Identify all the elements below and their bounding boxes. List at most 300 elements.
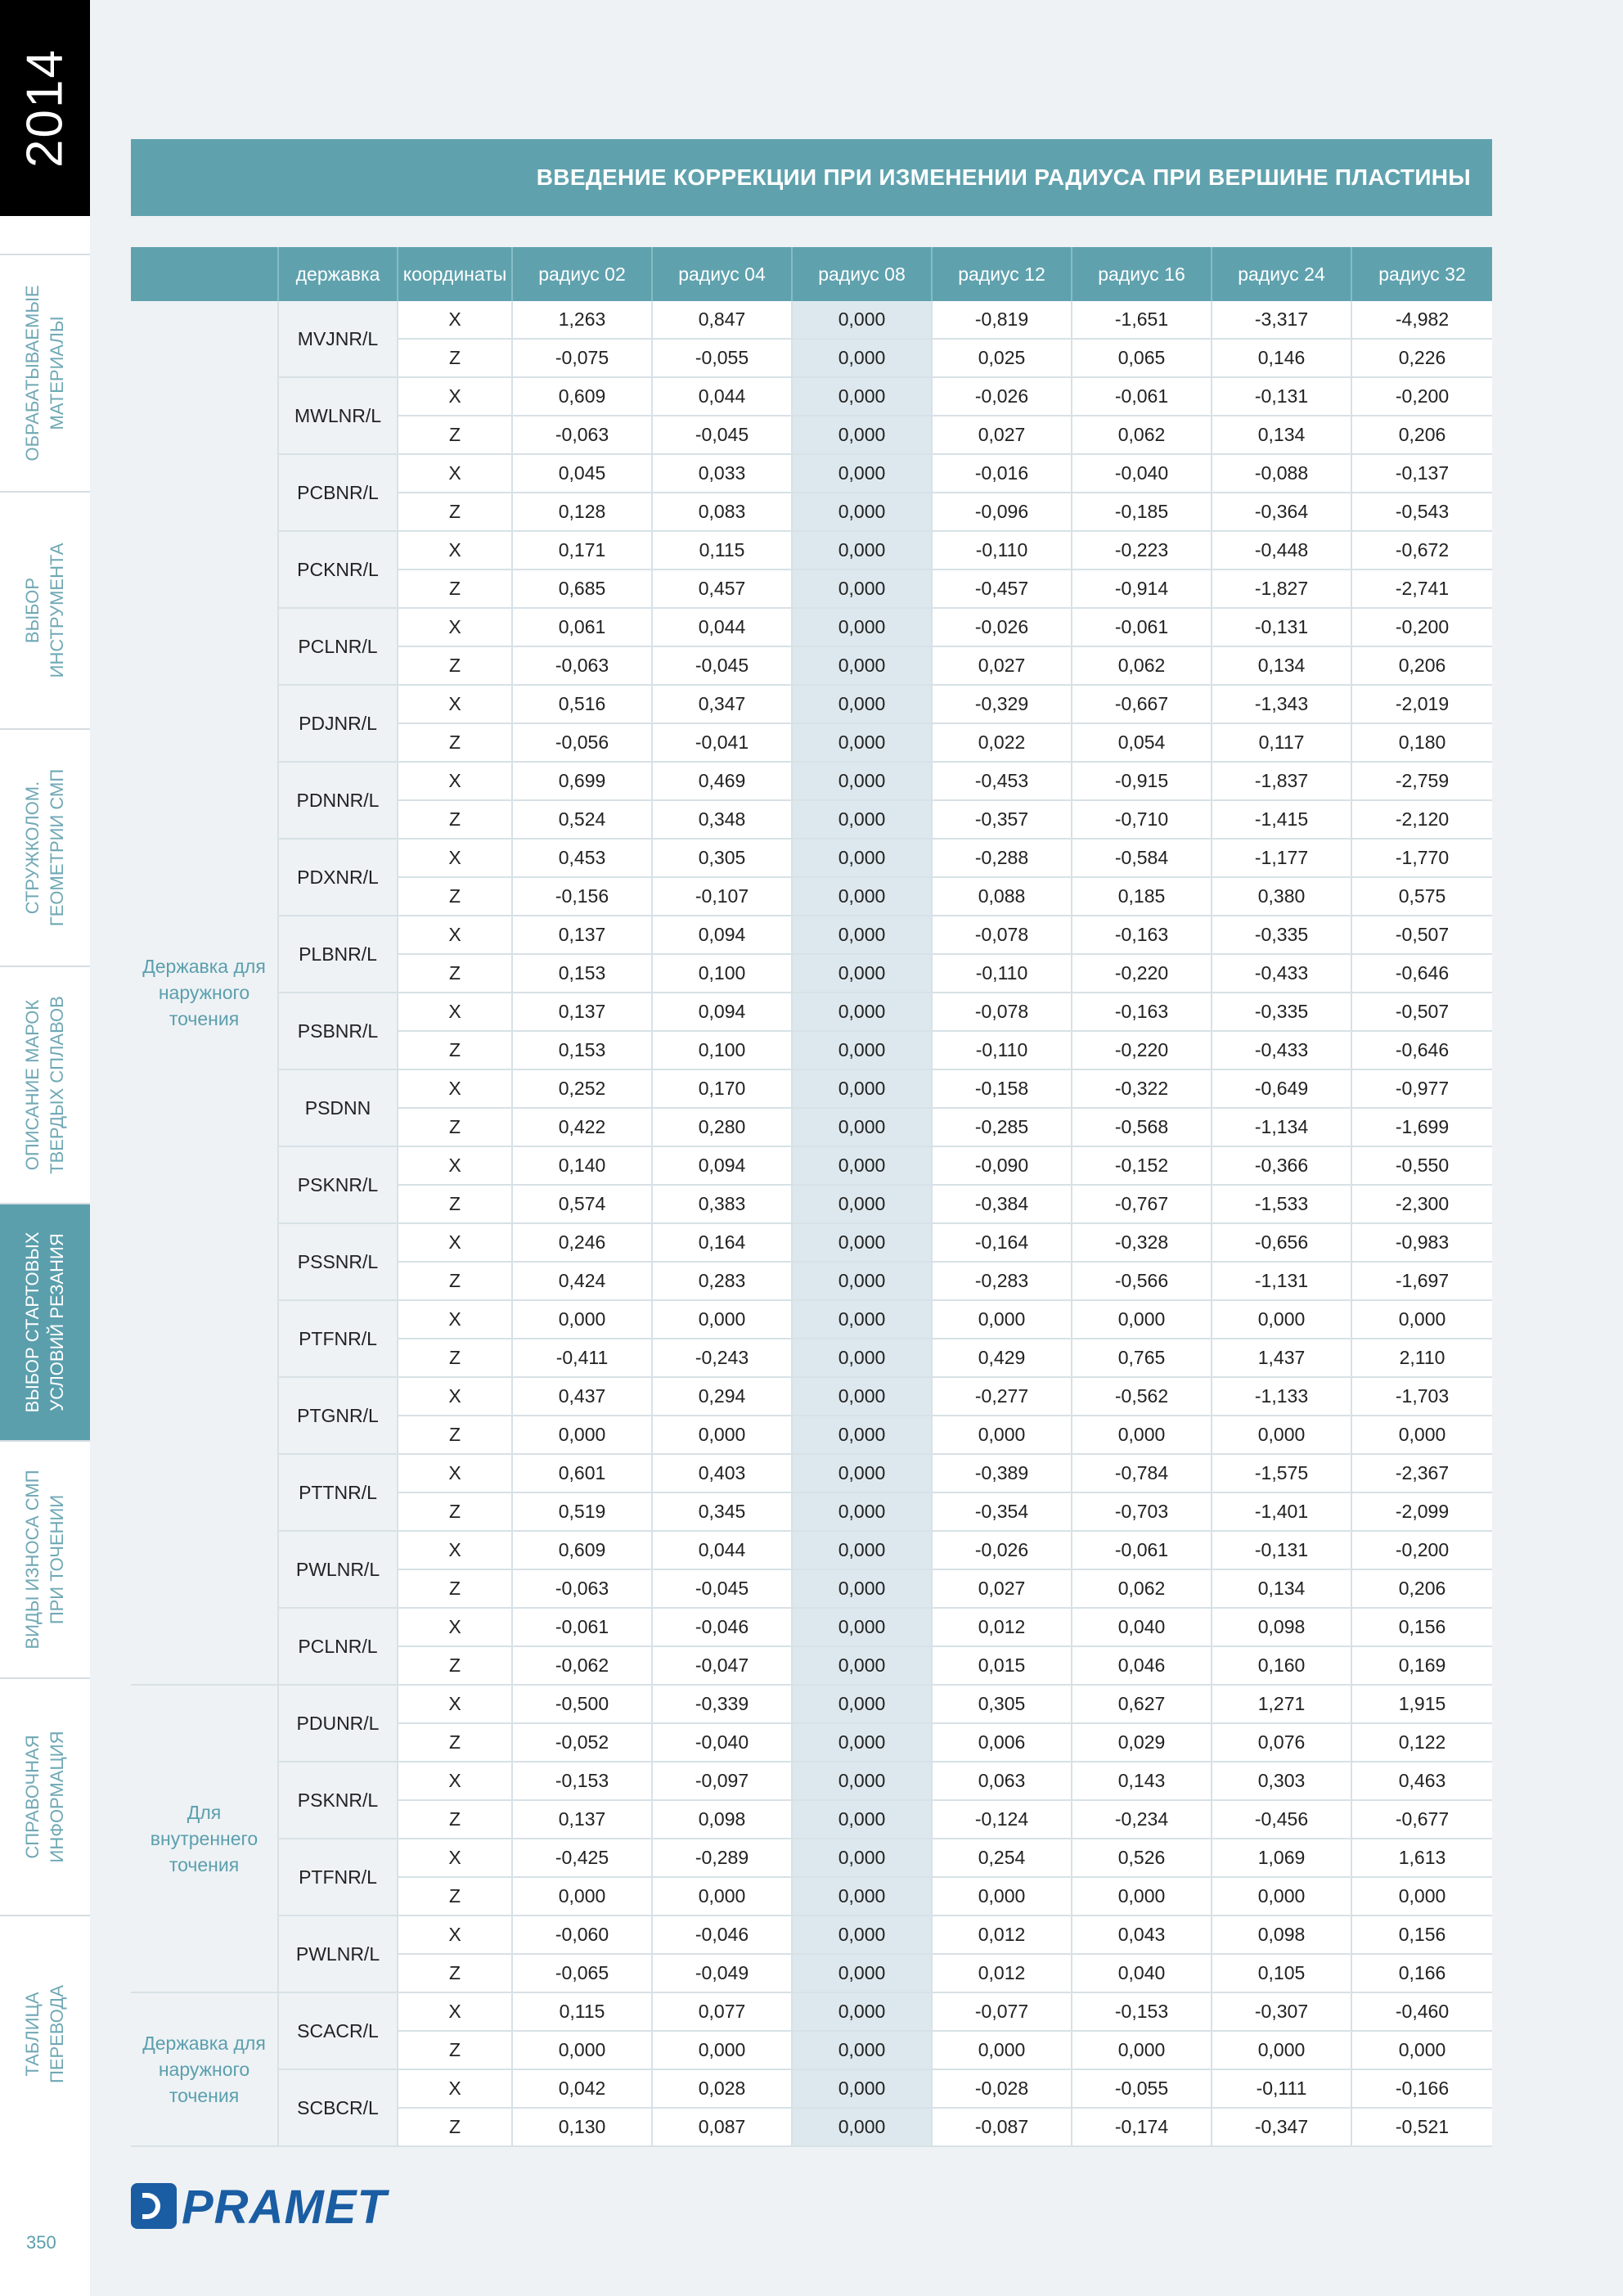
value-cell: 0,065 [1072, 339, 1212, 377]
holder-name: PWLNR/L [278, 1531, 398, 1608]
value-cell: 0,699 [512, 762, 652, 800]
value-cell: -0,046 [652, 1608, 792, 1646]
value-cell: -0,448 [1212, 531, 1351, 569]
holder-name: PSSNR/L [278, 1223, 398, 1300]
value-cell: 0,100 [652, 954, 792, 993]
value-cell: 0,000 [792, 608, 932, 646]
value-cell: 0,044 [652, 608, 792, 646]
value-cell: 1,069 [1212, 1839, 1351, 1877]
value-cell: -2,120 [1351, 800, 1492, 839]
nav-item-label: ОПИСАНИЕ МАРОК ТВЕРДЫХ СПЛАВОВ [22, 996, 67, 1174]
value-cell: -0,047 [652, 1646, 792, 1685]
coordinate-cell: X [398, 454, 512, 493]
column-header: радиус 04 [652, 247, 792, 301]
coordinate-cell: X [398, 1146, 512, 1185]
value-cell: -0,185 [1072, 493, 1212, 531]
value-cell: -0,028 [932, 2069, 1072, 2108]
value-cell: -0,158 [932, 1069, 1072, 1108]
holder-name: PDJNR/L [278, 685, 398, 762]
value-cell: 0,380 [1212, 877, 1351, 916]
coordinate-cell: Z [398, 646, 512, 685]
value-cell: 0,000 [792, 1300, 932, 1339]
value-cell: 0,524 [512, 800, 652, 839]
value-cell: -0,063 [512, 1569, 652, 1608]
column-header: державка [278, 247, 398, 301]
value-cell: -0,347 [1212, 2108, 1351, 2146]
table-row [131, 2069, 1492, 2108]
coordinate-cell: Z [398, 416, 512, 454]
value-cell: 0,469 [652, 762, 792, 800]
value-cell: 0,000 [792, 2108, 932, 2146]
coordinate-cell: Z [398, 493, 512, 531]
value-cell: -0,220 [1072, 954, 1212, 993]
value-cell: -0,077 [932, 1992, 1072, 2031]
table-row [131, 1377, 1492, 1416]
value-cell: -0,110 [932, 1031, 1072, 1069]
value-cell: -0,819 [932, 301, 1072, 339]
value-cell: 0,601 [512, 1454, 652, 1492]
coordinate-cell: X [398, 608, 512, 646]
value-cell: -0,065 [512, 1954, 652, 1992]
value-cell: -0,107 [652, 877, 792, 916]
table-row [131, 454, 1492, 493]
value-cell: -0,283 [932, 1262, 1072, 1300]
value-cell: -0,061 [1072, 1531, 1212, 1569]
value-cell: -2,759 [1351, 762, 1492, 800]
column-header [131, 247, 278, 301]
value-cell: -0,063 [512, 416, 652, 454]
value-cell: -1,699 [1351, 1108, 1492, 1146]
value-cell: -1,134 [1212, 1108, 1351, 1146]
value-cell: -0,040 [652, 1723, 792, 1762]
value-cell: 0,000 [792, 762, 932, 800]
value-cell: 0,062 [1072, 416, 1212, 454]
value-cell: -0,166 [1351, 2069, 1492, 2108]
value-cell: 0,575 [1351, 877, 1492, 916]
value-cell: -0,357 [932, 800, 1072, 839]
value-cell: -0,174 [1072, 2108, 1212, 2146]
value-cell: 0,117 [1212, 723, 1351, 762]
value-cell: 0,000 [792, 2069, 932, 2108]
table-row [131, 1608, 1492, 1646]
value-cell: -0,026 [932, 608, 1072, 646]
value-cell: 1,263 [512, 301, 652, 339]
value-cell: -1,837 [1212, 762, 1351, 800]
value-cell: 0,000 [932, 1877, 1072, 1916]
value-cell: 0,083 [652, 493, 792, 531]
value-cell: 0,000 [792, 1954, 932, 1992]
value-cell: -0,289 [652, 1839, 792, 1877]
value-cell: 0,303 [1212, 1762, 1351, 1800]
value-cell: 0,383 [652, 1185, 792, 1223]
value-cell: 0,000 [512, 1877, 652, 1916]
holder-name: PLBNR/L [278, 916, 398, 993]
coordinate-cell: X [398, 377, 512, 416]
value-cell: -1,415 [1212, 800, 1351, 839]
value-cell: -0,163 [1072, 993, 1212, 1031]
value-cell: 0,088 [932, 877, 1072, 916]
coordinate-cell: X [398, 1300, 512, 1339]
table-row [131, 762, 1492, 800]
value-cell: -0,026 [932, 1531, 1072, 1569]
value-cell: -0,164 [932, 1223, 1072, 1262]
value-cell: 0,000 [792, 1800, 932, 1839]
holder-name: MVJNR/L [278, 301, 398, 377]
value-cell: 0,000 [792, 1839, 932, 1877]
holder-name: PSKNR/L [278, 1762, 398, 1839]
value-cell: 1,915 [1351, 1685, 1492, 1723]
value-cell: -0,062 [512, 1646, 652, 1685]
column-header: координаты [398, 247, 512, 301]
value-cell: -0,521 [1351, 2108, 1492, 2146]
coordinate-cell: X [398, 839, 512, 877]
value-cell: -0,703 [1072, 1492, 1212, 1531]
holder-name: MWLNR/L [278, 377, 398, 454]
value-cell: 0,044 [652, 377, 792, 416]
group-label: Державка для наружного точения [131, 1992, 278, 2146]
sidebar [0, 0, 90, 2296]
value-cell: -2,741 [1351, 569, 1492, 608]
value-cell: -0,646 [1351, 1031, 1492, 1069]
value-cell: 0,000 [792, 1569, 932, 1608]
value-cell: 0,033 [652, 454, 792, 493]
value-cell: 0,040 [1072, 1954, 1212, 1992]
holder-name: PSKNR/L [278, 1146, 398, 1223]
value-cell: -0,364 [1212, 493, 1351, 531]
year-label: 2014 [16, 48, 74, 168]
title-bar [131, 139, 1492, 216]
holder-name: SCBCR/L [278, 2069, 398, 2146]
value-cell: 0,000 [1212, 1877, 1351, 1916]
value-cell: 0,609 [512, 377, 652, 416]
value-cell: -0,223 [1072, 531, 1212, 569]
value-cell: -0,656 [1212, 1223, 1351, 1262]
value-cell: -0,767 [1072, 1185, 1212, 1223]
value-cell: 0,098 [1212, 1916, 1351, 1954]
value-cell: 0,143 [1072, 1762, 1212, 1800]
value-cell: -0,137 [1351, 454, 1492, 493]
nav-item-materials[interactable] [0, 254, 90, 491]
table-header [131, 247, 1492, 301]
group-label: Державка для наружного точения [131, 301, 278, 1685]
value-cell: -0,200 [1351, 608, 1492, 646]
value-cell: 0,100 [652, 1031, 792, 1069]
value-cell: 0,000 [792, 1377, 932, 1416]
value-cell: 0,042 [512, 2069, 652, 2108]
nav-item-chipbreakers[interactable] [0, 728, 90, 966]
value-cell: 0,000 [792, 493, 932, 531]
value-cell: -0,041 [652, 723, 792, 762]
value-cell: -0,335 [1212, 993, 1351, 1031]
value-cell: 0,012 [932, 1916, 1072, 1954]
value-cell: -3,317 [1212, 301, 1351, 339]
table-row [131, 1223, 1492, 1262]
value-cell: -0,507 [1351, 916, 1492, 954]
nav-item-label: СТРУЖКОЛОМ. ГЕОМЕТРИИ СМП [22, 768, 67, 927]
correction-table [131, 247, 1492, 2147]
value-cell: 0,000 [792, 800, 932, 839]
value-cell: 0,526 [1072, 1839, 1212, 1877]
value-cell: 0,087 [652, 2108, 792, 2146]
table-row [131, 1916, 1492, 1954]
value-cell: 0,348 [652, 800, 792, 839]
holder-name: PDUNR/L [278, 1685, 398, 1762]
value-cell: -0,056 [512, 723, 652, 762]
value-cell: 0,206 [1351, 1569, 1492, 1608]
year-badge [0, 0, 90, 216]
value-cell: -0,667 [1072, 685, 1212, 723]
value-cell: 0,000 [792, 1454, 932, 1492]
value-cell: 0,000 [792, 1262, 932, 1300]
value-cell: -0,710 [1072, 800, 1212, 839]
nav-item-grades[interactable] [0, 966, 90, 1203]
value-cell: 0,429 [932, 1339, 1072, 1377]
value-cell: 0,000 [652, 2031, 792, 2069]
value-cell: -1,131 [1212, 1262, 1351, 1300]
coordinate-cell: Z [398, 1262, 512, 1300]
value-cell: -0,983 [1351, 1223, 1492, 1262]
table-row [131, 1146, 1492, 1185]
coordinate-cell: Z [398, 1723, 512, 1762]
coordinate-cell: X [398, 301, 512, 339]
coordinate-cell: X [398, 1454, 512, 1492]
value-cell: 0,000 [792, 416, 932, 454]
value-cell: 0,000 [1212, 1300, 1351, 1339]
value-cell: 0,519 [512, 1492, 652, 1531]
value-cell: 0,000 [1072, 2031, 1212, 2069]
holder-name: PTFNR/L [278, 1839, 398, 1916]
value-cell: -0,016 [932, 454, 1072, 493]
value-cell: -0,384 [932, 1185, 1072, 1223]
value-cell: -0,389 [932, 1454, 1072, 1492]
value-cell: -0,366 [1212, 1146, 1351, 1185]
column-header: радиус 02 [512, 247, 652, 301]
table-row [131, 916, 1492, 954]
coordinate-cell: X [398, 1839, 512, 1877]
coordinate-cell: Z [398, 1185, 512, 1223]
coordinate-cell: Z [398, 1416, 512, 1454]
nav-item-label: ОБРАБАТЫВАЕМЫЕ МАТЕРИАЛЫ [22, 285, 67, 461]
value-cell: 0,246 [512, 1223, 652, 1262]
value-cell: -0,460 [1351, 1992, 1492, 2031]
pramet-logo-text: PRAMET [182, 2181, 387, 2234]
nav-item-label: ТАБЛИЦА ПЕРЕВОДА [22, 1985, 67, 2083]
value-cell: -0,078 [932, 993, 1072, 1031]
coordinate-cell: X [398, 1992, 512, 2031]
holder-name: PTFNR/L [278, 1300, 398, 1377]
group-label: Для внутреннего точения [131, 1685, 278, 1992]
value-cell: -0,026 [932, 377, 1072, 416]
value-cell: -0,153 [512, 1762, 652, 1800]
value-cell: -0,307 [1212, 1992, 1351, 2031]
value-cell: 0,457 [652, 569, 792, 608]
value-cell: -0,329 [932, 685, 1072, 723]
value-cell: 0,000 [792, 723, 932, 762]
table-row [131, 301, 1492, 339]
value-cell: -0,156 [512, 877, 652, 916]
value-cell: 0,115 [512, 1992, 652, 2031]
coordinate-cell: X [398, 916, 512, 954]
value-cell: 0,137 [512, 916, 652, 954]
value-cell: -0,243 [652, 1339, 792, 1377]
value-cell: -1,827 [1212, 569, 1351, 608]
value-cell: -0,052 [512, 1723, 652, 1762]
value-cell: -0,045 [652, 1569, 792, 1608]
value-cell: -0,433 [1212, 1031, 1351, 1069]
value-cell: 0,000 [792, 993, 932, 1031]
holder-name: PCLNR/L [278, 608, 398, 685]
holder-name: PSBNR/L [278, 993, 398, 1069]
value-cell: 0,000 [1072, 1877, 1212, 1916]
coordinate-cell: Z [398, 1646, 512, 1685]
coordinate-cell: Z [398, 877, 512, 916]
value-cell: -0,411 [512, 1339, 652, 1377]
value-cell: -0,153 [1072, 1992, 1212, 2031]
value-cell: 0,000 [932, 1416, 1072, 1454]
value-cell: -0,040 [1072, 454, 1212, 493]
value-cell: 0,422 [512, 1108, 652, 1146]
value-cell: -0,090 [932, 1146, 1072, 1185]
holder-name: PTGNR/L [278, 1377, 398, 1454]
value-cell: 0,000 [1072, 1416, 1212, 1454]
coordinate-cell: X [398, 1608, 512, 1646]
value-cell: 0,574 [512, 1185, 652, 1223]
value-cell: -0,152 [1072, 1146, 1212, 1185]
value-cell: 0,000 [512, 1300, 652, 1339]
value-cell: 0,156 [1351, 1608, 1492, 1646]
value-cell: 0,166 [1351, 1954, 1492, 1992]
column-header: радиус 32 [1351, 247, 1492, 301]
holder-name: PTTNR/L [278, 1454, 398, 1531]
value-cell: 0,000 [792, 1031, 932, 1069]
value-cell: 0,252 [512, 1069, 652, 1108]
value-cell: 0,076 [1212, 1723, 1351, 1762]
value-cell: -0,061 [1072, 377, 1212, 416]
coordinate-cell: Z [398, 1954, 512, 1992]
value-cell: 0,000 [1212, 1416, 1351, 1454]
value-cell: -4,982 [1351, 301, 1492, 339]
value-cell: 0,226 [1351, 339, 1492, 377]
value-cell: -0,562 [1072, 1377, 1212, 1416]
nav-item-tool-selection[interactable] [0, 491, 90, 728]
value-cell: -0,078 [932, 916, 1072, 954]
value-cell: -2,019 [1351, 685, 1492, 723]
value-cell: 0,160 [1212, 1646, 1351, 1685]
coordinate-cell: Z [398, 1877, 512, 1916]
column-header: радиус 16 [1072, 247, 1212, 301]
holder-name: PSDNN [278, 1069, 398, 1146]
coordinate-cell: Z [398, 339, 512, 377]
value-cell: 0,180 [1351, 723, 1492, 762]
value-cell: 0,063 [932, 1762, 1072, 1800]
nav-item-conversion-table[interactable] [0, 1915, 90, 2152]
value-cell: 0,006 [932, 1723, 1072, 1762]
nav-item-cutting-conditions[interactable] [0, 1203, 90, 1440]
value-cell: -0,914 [1072, 569, 1212, 608]
value-cell: -0,111 [1212, 2069, 1351, 2108]
nav-item-reference[interactable] [0, 1677, 90, 1915]
value-cell: -0,646 [1351, 954, 1492, 993]
value-cell: -0,322 [1072, 1069, 1212, 1108]
value-cell: 0,169 [1351, 1646, 1492, 1685]
value-cell: 0,045 [512, 454, 652, 493]
value-cell: 0,025 [932, 339, 1072, 377]
value-cell: -0,277 [932, 1377, 1072, 1416]
value-cell: -1,770 [1351, 839, 1492, 877]
value-cell: 0,077 [652, 1992, 792, 2031]
value-cell: 0,134 [1212, 646, 1351, 685]
value-cell: 0,130 [512, 2108, 652, 2146]
coordinate-cell: X [398, 531, 512, 569]
nav-item-label: ВИДЫ ИЗНОСА СМП ПРИ ТОЧЕНИИ [22, 1470, 67, 1650]
value-cell: -1,177 [1212, 839, 1351, 877]
value-cell: 0,609 [512, 1531, 652, 1569]
value-cell: 0,000 [1072, 1300, 1212, 1339]
coordinate-cell: Z [398, 723, 512, 762]
value-cell: 0,283 [652, 1262, 792, 1300]
value-cell: 1,613 [1351, 1839, 1492, 1877]
value-cell: 0,000 [932, 2031, 1072, 2069]
value-cell: 0,000 [652, 1300, 792, 1339]
value-cell: -0,784 [1072, 1454, 1212, 1492]
value-cell: 0,015 [932, 1646, 1072, 1685]
coordinate-cell: X [398, 1685, 512, 1723]
value-cell: 0,516 [512, 685, 652, 723]
value-cell: 0,098 [652, 1800, 792, 1839]
value-cell: -0,433 [1212, 954, 1351, 993]
value-cell: 0,134 [1212, 416, 1351, 454]
value-cell: -0,055 [652, 339, 792, 377]
value-cell: 0,043 [1072, 1916, 1212, 1954]
value-cell: -0,200 [1351, 1531, 1492, 1569]
value-cell: 0,000 [792, 1916, 932, 1954]
value-cell: 0,424 [512, 1262, 652, 1300]
value-cell: 0,206 [1351, 646, 1492, 685]
value-cell: 0,061 [512, 608, 652, 646]
table-row [131, 1300, 1492, 1339]
value-cell: -0,163 [1072, 916, 1212, 954]
value-cell: 0,062 [1072, 646, 1212, 685]
value-cell: 2,110 [1351, 1339, 1492, 1377]
value-cell: 0,000 [1212, 2031, 1351, 2069]
value-cell: 0,403 [652, 1454, 792, 1492]
coordinate-cell: X [398, 1069, 512, 1108]
value-cell: -0,915 [1072, 762, 1212, 800]
value-cell: 0,280 [652, 1108, 792, 1146]
value-cell: 0,105 [1212, 1954, 1351, 1992]
coordinate-cell: Z [398, 1339, 512, 1377]
value-cell: 0,345 [652, 1492, 792, 1531]
page-number: 350 [26, 2232, 56, 2253]
coordinate-cell: Z [398, 1031, 512, 1069]
value-cell: 0,000 [792, 1762, 932, 1800]
value-cell: 0,000 [1351, 2031, 1492, 2069]
coordinate-cell: X [398, 2069, 512, 2108]
value-cell: 0,044 [652, 1531, 792, 1569]
value-cell: 0,128 [512, 493, 652, 531]
value-cell: -0,566 [1072, 1262, 1212, 1300]
value-cell: -0,500 [512, 1685, 652, 1723]
value-cell: -0,672 [1351, 531, 1492, 569]
value-cell: 0,046 [1072, 1646, 1212, 1685]
value-cell: 0,000 [792, 1531, 932, 1569]
value-cell: 0,254 [932, 1839, 1072, 1877]
value-cell: -0,328 [1072, 1223, 1212, 1262]
value-cell: -1,575 [1212, 1454, 1351, 1492]
coordinate-cell: X [398, 1377, 512, 1416]
value-cell: 1,271 [1212, 1685, 1351, 1723]
nav-item-wear-types[interactable] [0, 1440, 90, 1677]
